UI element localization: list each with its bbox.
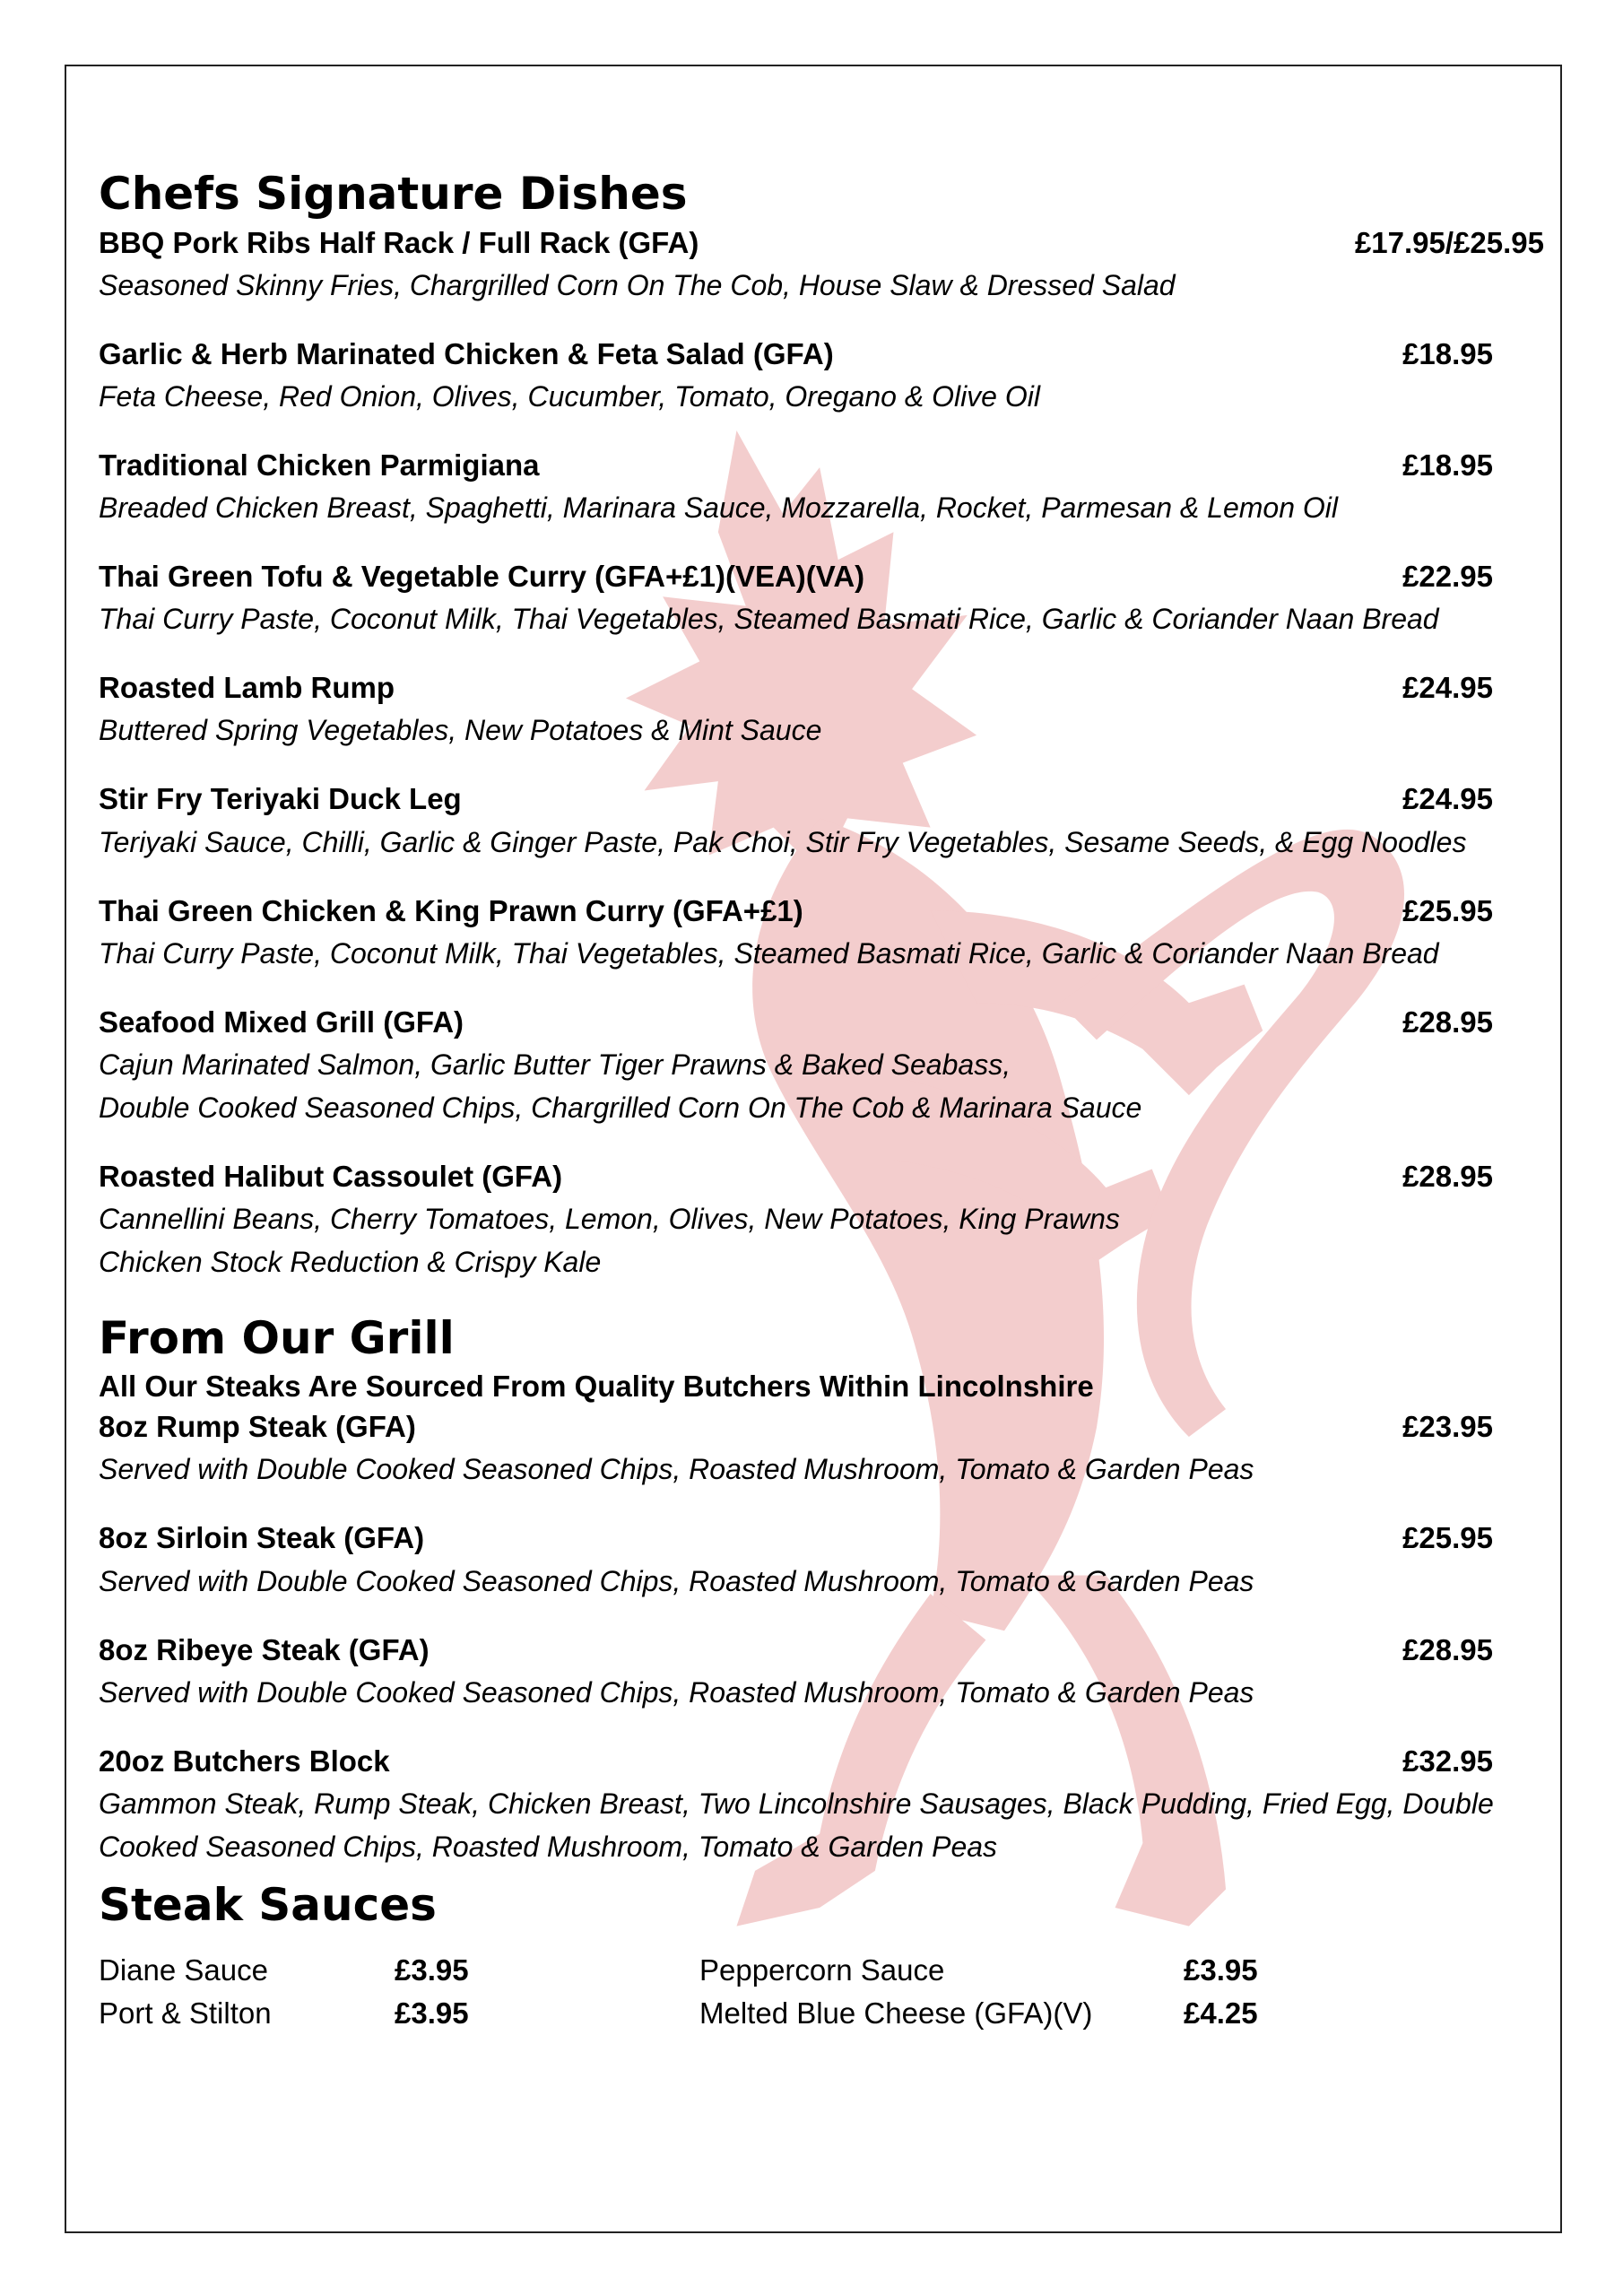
menu-item [99, 1518, 1533, 1602]
item-name: Thai Green Chicken & King Prawn Curry (GFA+£1) [99, 893, 803, 927]
item-name: 20oz Butchers Block [99, 1744, 390, 1778]
sauce-price: £3.95 [395, 1996, 469, 2031]
menu-item [99, 222, 1544, 307]
item-description: Served with Double Cooked Seasoned Chips, Roasted Mushroom, Tomato & Garden Peas [99, 1675, 1254, 1709]
item-name: Stir Fry Teriyaki Duck Leg [99, 782, 462, 816]
item-name: 8oz Ribeye Steak (GFA) [99, 1632, 430, 1666]
sauce-name: Diane Sauce [99, 1953, 268, 1987]
menu-item [99, 445, 1533, 529]
item-price: £17.95/£25.95 [1354, 225, 1544, 259]
menu-item [99, 1630, 1533, 1714]
item-description: Thai Curry Paste, Coconut Milk, Thai Vegetables, Steamed Basmati Rice, Garlic & Coriander Naan Bread [99, 936, 1439, 970]
item-price: £28.95 [1402, 1632, 1493, 1666]
menu-item [99, 1156, 1533, 1283]
item-description: Gammon Steak, Rump Steak, Chicken Breast, Two Lincolnshire Sausages, Black Pudding, Fried Egg, Double Cooked Seasoned Chips, Roasted Mushroom, Tomato & Garden Peas [99, 1787, 1494, 1863]
item-name: Garlic & Herb Marinated Chicken & Feta Salad (GFA) [99, 336, 834, 370]
item-description: Feta Cheese, Red Onion, Olives, Cucumber, Tomato, Oregano & Olive Oil [99, 379, 1040, 413]
sauce-price: £4.25 [1184, 1996, 1258, 2031]
menu-item [99, 1741, 1533, 1868]
item-name: Thai Green Tofu & Vegetable Curry (GFA+£1)(VEA)(VA) [99, 560, 865, 594]
item-description: Cannellini Beans, Cherry Tomatoes, Lemon, Olives, New Potatoes, King Prawns Chicken Stock Reduction & Crispy Kale [99, 1203, 1120, 1279]
sauce-name: Melted Blue Cheese (GFA)(V) [699, 1996, 1093, 2031]
item-price: £32.95 [1402, 1744, 1493, 1778]
item-description: Breaded Chicken Breast, Spaghetti, Marinara Sauce, Mozzarella, Rocket, Parmesan & Lemon Oil [99, 491, 1338, 525]
menu-content [99, 166, 1544, 2035]
item-price: £18.95 [1402, 448, 1493, 482]
section-title-signature: Chefs Signature Dishes [99, 168, 688, 220]
sauce-name: Peppercorn Sauce [699, 1953, 945, 1987]
item-description: Seasoned Skinny Fries, Chargrilled Corn On The Cob, House Slaw & Dressed Salad [99, 268, 1176, 301]
sauce-name: Port & Stilton [99, 1996, 272, 2031]
item-price: £25.95 [1402, 893, 1493, 927]
item-price: £28.95 [1402, 1160, 1493, 1193]
item-name: Roasted Lamb Rump [99, 671, 395, 705]
item-price: £22.95 [1402, 560, 1493, 594]
sauce-list [99, 1949, 1533, 2035]
item-price: £25.95 [1402, 1521, 1493, 1555]
item-price: £28.95 [1402, 1004, 1493, 1039]
item-price: £24.95 [1402, 782, 1493, 816]
item-price: £23.95 [1402, 1410, 1493, 1444]
item-price: £24.95 [1402, 671, 1493, 705]
item-name: 8oz Rump Steak (GFA) [99, 1410, 416, 1444]
menu-item [99, 891, 1533, 975]
item-description: Thai Curry Paste, Coconut Milk, Thai Vegetables, Steamed Basmati Rice, Garlic & Coriander Naan Bread [99, 603, 1439, 636]
item-name: BBQ Pork Ribs Half Rack / Full Rack (GFA) [99, 225, 699, 259]
item-price: £18.95 [1402, 336, 1493, 370]
menu-item [99, 667, 1533, 752]
item-name: Roasted Halibut Cassoulet (GFA) [99, 1160, 563, 1193]
menu-item [99, 556, 1533, 640]
item-description: Buttered Spring Vegetables, New Potatoes & Mint Sauce [99, 714, 822, 747]
sauce-price: £3.95 [395, 1953, 469, 1987]
grill-sourcing-note: All Our Steaks Are Sourced From Quality Butchers Within Lincolnshire [99, 1369, 1094, 1403]
item-name: Traditional Chicken Parmigiana [99, 448, 540, 482]
item-name: Seafood Mixed Grill (GFA) [99, 1004, 464, 1039]
sauce-price: £3.95 [1184, 1953, 1258, 1987]
menu-item [99, 1002, 1533, 1129]
menu-item [99, 1406, 1533, 1491]
item-description: Teriyaki Sauce, Chilli, Garlic & Ginger Paste, Pak Choi, Stir Fry Vegetables, Sesame Seeds, & Egg Noodles [99, 825, 1467, 858]
menu-item [99, 334, 1533, 418]
section-title-grill: From Our Grill [99, 1312, 455, 1365]
menu-item [99, 778, 1533, 863]
item-description: Served with Double Cooked Seasoned Chips, Roasted Mushroom, Tomato & Garden Peas [99, 1564, 1254, 1597]
item-description: Cajun Marinated Salmon, Garlic Butter Tiger Prawns & Baked Seabass, Double Cooked Seasoned Chips, Chargrilled Corn On The Cob & Marinara Sauce [99, 1048, 1142, 1124]
section-title-sauces: Steak Sauces [99, 1878, 437, 1931]
item-description: Served with Double Cooked Seasoned Chips, Roasted Mushroom, Tomato & Garden Peas [99, 1453, 1254, 1486]
item-name: 8oz Sirloin Steak (GFA) [99, 1521, 425, 1555]
